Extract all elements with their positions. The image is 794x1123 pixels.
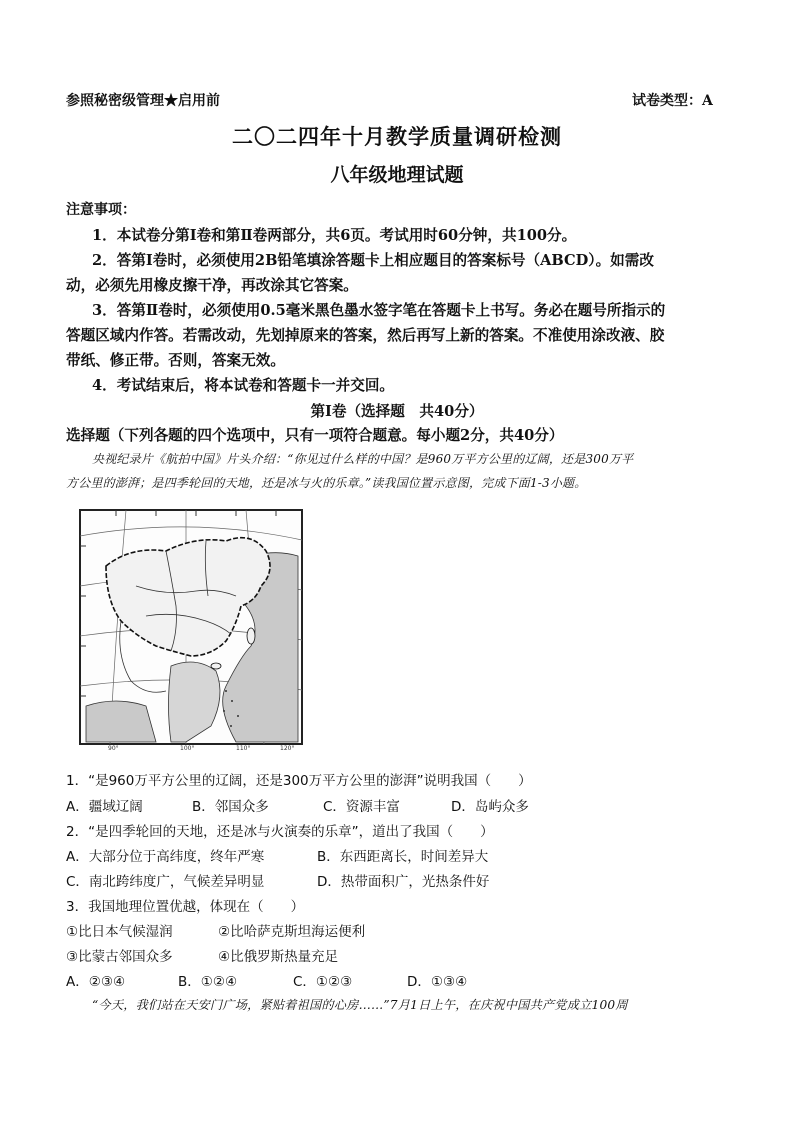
notice-heading: 注意事项： [66, 202, 136, 218]
q3-option-c[interactable]: C．①②③ [293, 974, 353, 990]
notice-line-6: 带纸、修正带。否则，答案无效。 [66, 352, 285, 369]
section-title: 第Ⅰ卷（选择题 共40分） [310, 403, 484, 420]
q3-choice-2: ②比哈萨克斯坦海运便利 [218, 924, 366, 940]
paper-type-label: 试卷类型：A [632, 93, 713, 109]
q2-option-b[interactable]: B．东西距离长，时间差异大 [317, 849, 489, 865]
lon-label-90: 90° [108, 745, 119, 751]
question-3-stem: 3．我国地理位置优越，体现在（ ） [66, 899, 305, 915]
q3-choice-1: ①比日本气候湿润 [66, 924, 173, 940]
section-instruction: 选择题（下列各题的四个选项中，只有一项符合题意。每小题2分，共40分） [66, 427, 564, 444]
q1-option-c[interactable]: C．资源丰富 [323, 799, 400, 815]
notice-line-1: 1．本试卷分第Ⅰ卷和第Ⅱ卷两部分，共6页。考试用时60分钟，共100分。 [92, 227, 577, 244]
intro-line-2: 方公里的澎湃；是四季轮回的天地，还是冰与火的乐章。”读我国位置示意图，完成下面1-3小题。 [66, 476, 587, 490]
lon-label-110: 110° [236, 745, 251, 751]
next-intro-line: “今天，我们站在天安门广场，紧贴着祖国的心房……”7月1日上午，在庆祝中国共产党成立100周 [92, 998, 628, 1012]
confidentiality-label: 参照秘密级管理★启用前 [66, 93, 220, 109]
notice-line-2: 2．答第Ⅰ卷时，必须使用2B铅笔填涂答题卡上相应题目的答案标号（ABCD）。如需改 [92, 252, 654, 269]
q1-option-a[interactable]: A．疆域辽阔 [66, 799, 143, 815]
china-location-map [76, 506, 320, 751]
q2-option-a[interactable]: A．大部分位于高纬度，终年严寒 [66, 849, 265, 865]
lon-label-100: 100° [180, 745, 195, 751]
notice-line-3: 动，必须先用橡皮擦干净，再改涂其它答案。 [66, 277, 358, 294]
q2-option-c[interactable]: C．南北跨纬度广，气候差异明显 [66, 874, 265, 890]
q1-option-b[interactable]: B．邻国众多 [192, 799, 269, 815]
q3-option-b[interactable]: B．①②④ [178, 974, 238, 990]
notice-line-7: 4．考试结束后，将本试卷和答题卡一并交回。 [92, 377, 395, 394]
notice-line-4: 3．答第Ⅱ卷时，必须使用0.5毫米黑色墨水签字笔在答题卡上书写。务必在题号所指示的 [92, 302, 666, 319]
page-title: 二〇二四年十月教学质量调研检测 [232, 124, 562, 149]
q3-option-d[interactable]: D．①③④ [407, 974, 468, 990]
question-2-stem: 2．“是四季轮回的天地，还是冰与火演奏的乐章”，道出了我国（ ） [66, 824, 494, 840]
notice-line-5: 答题区域内作答。若需改动，先划掉原来的答案，然后再写上新的答案。不准使用涂改液、胶 [66, 327, 665, 344]
page-subtitle: 八年级地理试题 [330, 164, 464, 186]
q3-choice-4: ④比俄罗斯热量充足 [218, 949, 339, 965]
lon-label-120: 120° [280, 745, 295, 751]
intro-line-1: 央视纪录片《航拍中国》片头介绍：“你见过什么样的中国？是960万平方公里的辽阔，还是300万平 [92, 452, 634, 466]
question-1-stem: 1．“是960万平方公里的辽阔，还是300万平方公里的澎湃”说明我国（ ） [66, 773, 532, 789]
q2-option-d[interactable]: D．热带面积广，光热条件好 [317, 874, 490, 890]
q3-option-a[interactable]: A．②③④ [66, 974, 126, 990]
q3-choice-3: ③比蒙古邻国众多 [66, 949, 173, 965]
q1-option-d[interactable]: D．岛屿众多 [451, 799, 529, 815]
